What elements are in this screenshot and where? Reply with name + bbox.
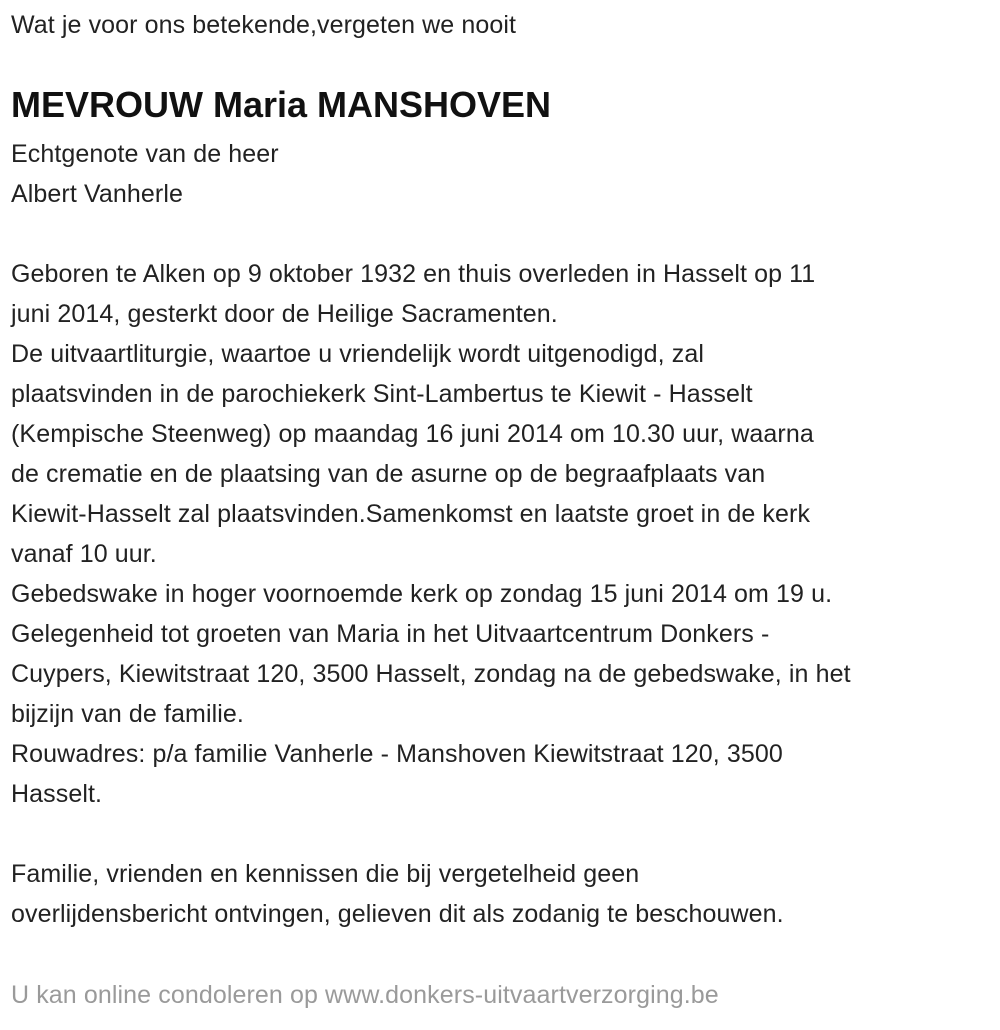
deceased-name-title: MEVROUW Maria MANSHOVEN [11, 84, 552, 125]
spouse-block [11, 134, 279, 214]
details-line: Gelegenheid tot groeten van Maria in het Uitvaartcentrum Donkers - [11, 620, 770, 648]
online-condolence-note: U kan online condoleren op www.donkers-uitvaartverzorging.be [11, 981, 719, 1009]
spouse-line: Echtgenote van de heer [11, 140, 279, 168]
details-line: (Kempische Steenweg) op maandag 16 juni 2014 om 10.30 uur, waarna [11, 420, 814, 448]
details-line: De uitvaartliturgie, waartoe u vriendelijk wordt uitgenodigd, zal [11, 340, 704, 368]
intro-quote: Wat je voor ons betekende,vergeten we nooit [11, 11, 517, 39]
details-line: Kiewit-Hasselt zal plaatsvinden.Samenkomst en laatste groet in de kerk [11, 500, 811, 528]
details-line: Geboren te Alken op 9 oktober 1932 en thuis overleden in Hasselt op 11 [11, 260, 816, 288]
details-line: vanaf 10 uur. [11, 540, 157, 568]
spouse-line: Albert Vanherle [11, 180, 183, 208]
closing-line: overlijdensbericht ontvingen, gelieven dit als zodanig te beschouwen. [11, 900, 784, 928]
closing-line: Familie, vrienden en kennissen die bij vergetelheid geen [11, 860, 640, 888]
details-line: de crematie en de plaatsing van de asurne op de begraafplaats van [11, 460, 766, 488]
details-line: Rouwadres: p/a familie Vanherle - Manshoven Kiewitstraat 120, 3500 [11, 740, 783, 768]
details-line: Gebedswake in hoger voornoemde kerk op zondag 15 juni 2014 om 19 u. [11, 580, 833, 608]
details-line: bijzijn van de familie. [11, 700, 244, 728]
details-line: plaatsvinden in de parochiekerk Sint-Lambertus te Kiewit - Hasselt [11, 380, 753, 408]
obituary-details [11, 254, 851, 814]
details-line: Cuypers, Kiewitstraat 120, 3500 Hasselt, zondag na de gebedswake, in het [11, 660, 851, 688]
details-line: Hasselt. [11, 780, 103, 808]
details-line: juni 2014, gesterkt door de Heilige Sacramenten. [11, 300, 558, 328]
closing-note [11, 854, 784, 934]
